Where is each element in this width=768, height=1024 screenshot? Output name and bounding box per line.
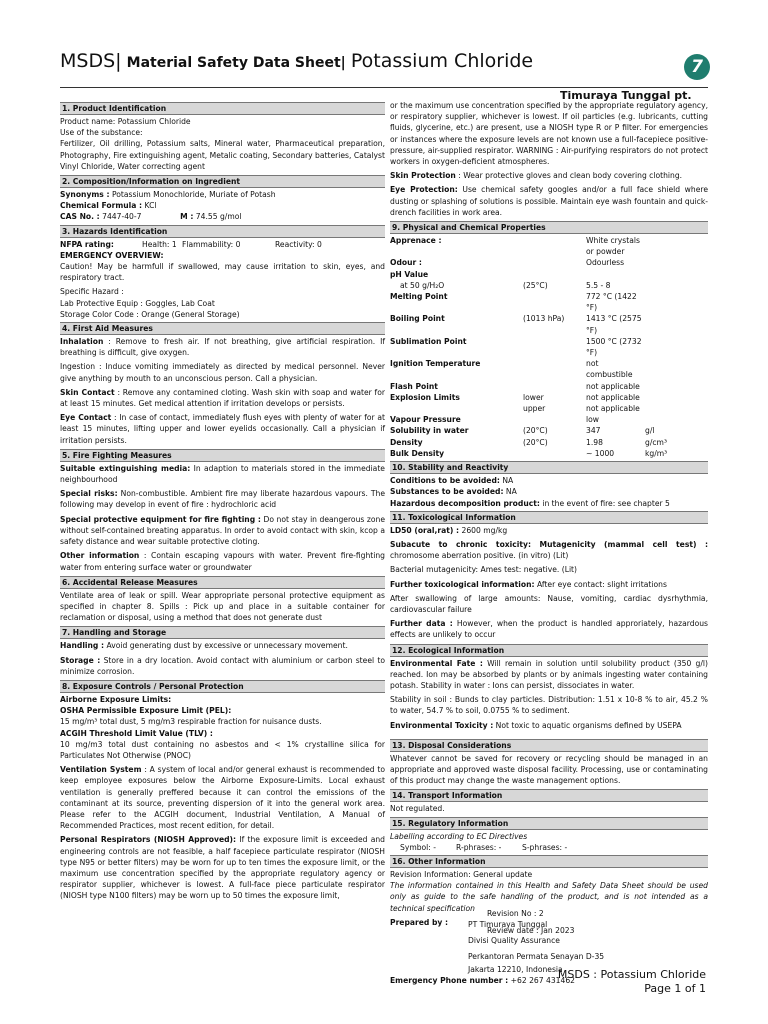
msds-label: MSDS bbox=[60, 50, 116, 72]
property-value: low bbox=[586, 415, 599, 425]
title-separator: | bbox=[115, 50, 122, 72]
disclaimer-text: The information contained in this Health and Safety Data Sheet should be used only as guide to the safe handling of the product, and is not intended as a technical specification bbox=[390, 881, 708, 913]
right-column bbox=[390, 100, 708, 986]
property-value: 1.98 bbox=[586, 437, 603, 447]
labelling-text: Labelling according to EC Directives bbox=[390, 831, 528, 841]
property-unit bbox=[645, 336, 705, 358]
skin-protection-value: : Wear protective gloves and clean body covering clothing. bbox=[458, 171, 683, 181]
company-name: Timuraya Tunggal pt. bbox=[560, 89, 692, 102]
property-value: ~ 1000 bbox=[586, 448, 615, 458]
eye-contact-label: Eye Contact bbox=[60, 413, 112, 423]
decomposition-line bbox=[390, 498, 708, 509]
section-heading: 2. Composition/Information on Ingredient bbox=[60, 175, 385, 188]
section-heading: 12. Ecological Information bbox=[390, 644, 708, 657]
property-value: Odourless bbox=[586, 258, 625, 268]
property-unit bbox=[645, 257, 705, 268]
further-tox-text bbox=[390, 579, 708, 590]
section-heading: 9. Physical and Chemical Properties bbox=[390, 221, 708, 234]
section-heading: 6. Accidental Release Measures bbox=[60, 576, 385, 589]
product-name-line: Product name: Potassium Chloride bbox=[60, 117, 191, 126]
decomposition-label: Hazardous decomposition product: bbox=[390, 498, 540, 508]
section-heading: 1. Product Identification bbox=[60, 102, 385, 115]
prepared-line: Perkantoran Permata Senayan D-35 bbox=[468, 951, 605, 961]
env-toxicity-label: Environmental Toxicity : bbox=[390, 720, 494, 730]
prepared-line: PT Timuraya Tunggal bbox=[468, 919, 548, 929]
property-value: not applicable bbox=[586, 381, 640, 391]
property-value: 1500 °C (2732 °F) bbox=[586, 336, 642, 358]
symbol-value: Symbol: - bbox=[400, 842, 436, 852]
property-condition bbox=[523, 448, 586, 459]
property-name: Bulk Density bbox=[390, 448, 445, 458]
section-heading: 14. Transport Information bbox=[390, 789, 708, 802]
property-name: Ignition Temperature bbox=[390, 359, 481, 369]
property-value: 1413 °C (2575 °F) bbox=[586, 314, 642, 335]
property-name bbox=[390, 403, 523, 414]
eye-protection-value: Use chemical safety googles and/or a full face shield where dusting or splashing of solutions is possible. Maintain eye wash fountain and quick-drench facilities in work area. bbox=[390, 185, 709, 217]
property-name: Flash Point bbox=[390, 381, 438, 391]
nfpa-health: Health: 1 bbox=[142, 239, 177, 249]
handling-text bbox=[60, 640, 385, 651]
section-heading: 5. Fire Fighting Measures bbox=[60, 449, 385, 462]
skin-protection-text bbox=[390, 170, 708, 181]
section-heading: 8. Exposure Controls / Personal Protection bbox=[60, 680, 385, 693]
handling-value: Avoid generating dust by excessive or unnecessary movement. bbox=[106, 641, 348, 651]
property-condition bbox=[523, 381, 586, 392]
cas-label: CAS No. : bbox=[60, 212, 100, 222]
property-row bbox=[390, 392, 708, 403]
synonyms-value: Potassium Monochloride, Muriate of Potash bbox=[111, 190, 276, 200]
property-condition bbox=[523, 414, 586, 425]
lab-equipment: Lab Protective Equip : Goggles, Lab Coat bbox=[60, 298, 215, 308]
property-name: Density bbox=[390, 437, 423, 447]
property-condition: (25°C) bbox=[523, 280, 548, 290]
property-row bbox=[390, 235, 708, 257]
skin-contact-value: : Remove any contamined cloting. Wash skin with soap and water for at least 15 minutes. Get medical attention if irritation develops or persists. bbox=[60, 387, 385, 409]
further-tox-value: After eye contact: slight irritations bbox=[536, 579, 667, 589]
property-unit bbox=[645, 291, 705, 313]
eye-contact-value: : In case of contact, immediately flush eyes with plenty of water for at least 15 minutes, lifting upper and lower eyelids occasionally. Call a physician if irritation persists. bbox=[60, 413, 386, 445]
respirators-label: Personal Respirators (NIOSH Approved): bbox=[60, 835, 237, 845]
revision-number: Revision No : 2 bbox=[487, 909, 544, 918]
property-unit bbox=[645, 381, 705, 392]
release-text: Ventilate area of leak or spill. Wear appropriate personal protective equipment as specified in chapter 8. Spills : Pick up and place in a suitable container for reclamation or disposal, using a method that does not generate dust bbox=[60, 590, 385, 623]
section-heading: 15. Regulatory Information bbox=[390, 817, 708, 830]
s-phrases-value: S-phrases: - bbox=[522, 842, 568, 852]
respirators-text bbox=[60, 834, 385, 901]
left-column bbox=[60, 100, 385, 905]
property-row bbox=[390, 336, 708, 358]
r-phrases-value: R-phrases: - bbox=[456, 842, 502, 852]
property-value: not applicable bbox=[586, 404, 640, 414]
section-heading: 16. Other Information bbox=[390, 855, 708, 868]
property-unit bbox=[645, 313, 705, 335]
property-unit bbox=[645, 269, 705, 280]
property-name: Vapour Pressure bbox=[390, 415, 461, 425]
property-condition bbox=[523, 358, 586, 380]
property-name: Apprenace : bbox=[390, 236, 442, 246]
storage-label: Storage : bbox=[60, 655, 101, 665]
respirators-value: If the exposure limit is exceeded and engineering controls are not feasible, a half facepiece particulate respirator (NIOSH type N95 or better filters) may be worn for up to ten times the exposure limit, or the maximum use concentration specified by the appropriate regulatory agency or respirator supplier, whichever is lowest. A full-face piece particulate respirator (NIOSH type N100 filters) may be worn up to 50 times the exposure limit, bbox=[60, 835, 385, 901]
protective-equipment-label: Special protective equipment for fire fighting : bbox=[60, 514, 261, 524]
property-condition: (20°C) bbox=[523, 426, 548, 436]
property-unit bbox=[645, 280, 705, 291]
property-value: 347 bbox=[586, 426, 601, 436]
section-heading: 3. Hazards Identification bbox=[60, 225, 385, 238]
substances-label: Substances to be avoided: bbox=[390, 487, 504, 497]
conditions-label: Conditions to be avoided: bbox=[390, 476, 500, 486]
cas-line bbox=[60, 211, 385, 222]
osha-text: 15 mg/m³ total dust, 5 mg/m3 respirable fraction for nuisance dusts. bbox=[60, 717, 322, 727]
molar-mass-label: M : bbox=[180, 212, 194, 222]
symbol-line bbox=[390, 842, 708, 853]
special-risks-value: Non-combustible. Ambient fire may liberate hazardous vapours. The following may develop in event of fire : hydrochloric acid bbox=[60, 489, 385, 510]
property-condition: upper bbox=[523, 404, 546, 414]
osha-label: OSHA Permissible Exposure Limit (PEL): bbox=[60, 706, 232, 716]
storage-value: Store in a dry location. Avoid contact with aluminium or carbon steel to minimize corrosion. bbox=[60, 655, 386, 676]
protective-equipment-text bbox=[60, 514, 385, 548]
disposal-text: Whatever cannot be saved for recovery or recycling should be managed in an appropriate and approved waste disposal facility. Processing, use or contaminating of this product may change the waste management options. bbox=[390, 753, 708, 786]
eye-contact-text bbox=[60, 412, 385, 446]
bacterial-text: Bacterial mutagenicity: Ames test: negative. (Lit) bbox=[390, 565, 577, 575]
property-row bbox=[390, 280, 708, 291]
product-name-title: Potassium Chloride bbox=[350, 50, 534, 72]
ventilation-text bbox=[60, 764, 385, 831]
acgih-text: 10 mg/m3 total dust containing no asbestos and < 1% crystalline silica for Particulates Not Otherwise (PNOC) bbox=[60, 739, 385, 760]
ld50-label: LD50 (oral,rat) : bbox=[390, 525, 460, 535]
swallowing-text: After swallowing of large amounts: Nause, vomiting, cardiac dysrhythmia, cardiovascular failure bbox=[390, 593, 708, 614]
property-condition bbox=[523, 235, 586, 257]
property-name: at 50 g/H₂O bbox=[400, 280, 445, 290]
company-logo: 7 bbox=[684, 54, 710, 80]
subacute-label: Subacute to chronic toxicity: Mutagenicity (mammal cell test) : bbox=[390, 539, 708, 549]
env-toxicity-value: Not toxic to aquatic organisms defined by USEPA bbox=[495, 720, 682, 730]
property-value: White crystals or powder bbox=[586, 236, 640, 257]
property-condition: (1013 hPa) bbox=[523, 314, 565, 324]
molar-mass-value: 74.55 g/mol bbox=[195, 212, 242, 222]
property-value: not applicable bbox=[586, 392, 640, 402]
substances-avoided bbox=[390, 486, 708, 497]
property-row bbox=[390, 437, 708, 448]
header-divider bbox=[60, 87, 708, 88]
property-row bbox=[390, 291, 708, 313]
subacute-text bbox=[390, 539, 708, 561]
property-row bbox=[390, 448, 708, 459]
env-fate-label: Environmental Fate : bbox=[390, 658, 483, 668]
formula-line bbox=[60, 200, 385, 211]
page-number: Page 1 of 1 bbox=[644, 982, 706, 995]
airborne-label: Airborne Exposure Limits: bbox=[60, 694, 172, 704]
property-row bbox=[390, 257, 708, 268]
ingestion-text: Ingestion : Induce vomiting immediately as directed by medical personnel. Never give anything by mouth to an unconscious person. Call a physician. bbox=[60, 362, 385, 383]
substances-value: NA bbox=[505, 487, 517, 497]
handling-label: Handling : bbox=[60, 641, 105, 651]
property-value: not combustible bbox=[586, 359, 633, 380]
prepared-line: Jakarta 12210, Indonesia bbox=[468, 964, 563, 974]
property-name: Melting Point bbox=[390, 292, 448, 302]
property-row bbox=[390, 414, 708, 425]
property-row bbox=[390, 403, 708, 414]
property-condition bbox=[523, 336, 586, 358]
nfpa-line bbox=[60, 239, 385, 250]
property-unit: g/l bbox=[645, 426, 655, 436]
property-name: Odour : bbox=[390, 258, 422, 268]
property-name: Boiling Point bbox=[390, 314, 445, 324]
eye-protection-label: Eye Protection: bbox=[390, 185, 458, 195]
conditions-value: NA bbox=[502, 476, 514, 486]
subacute-value: chromosome aberration positive. (in vitro) (Lit) bbox=[390, 551, 569, 561]
footer-title: MSDS : Potassium Chloride bbox=[557, 968, 706, 981]
protective-equipment-value: Do not stay in deangerous zone without self-contained breating apparatus. In order to avoid contact with skin, kcop a safety distance and wear suitable protective cloting. bbox=[60, 514, 385, 547]
property-row bbox=[390, 425, 708, 436]
property-row bbox=[390, 269, 708, 280]
prepared-line: Divisi Quality Assurance bbox=[468, 935, 560, 945]
property-value: 5.5 - 8 bbox=[586, 280, 611, 290]
conditions-avoided bbox=[390, 475, 708, 486]
property-row bbox=[390, 358, 708, 380]
property-unit: kg/m³ bbox=[645, 448, 668, 458]
other-info-value: : Contain escaping vapours with water. Prevent fire-fighting water from entering surface water or groundwater bbox=[60, 551, 385, 572]
title-separator: | bbox=[340, 55, 346, 71]
eye-protection-text bbox=[390, 184, 708, 218]
storage-text bbox=[60, 655, 385, 677]
media-value: In adaption to materials stored in the immediate neighbourhood bbox=[60, 463, 385, 485]
property-unit bbox=[645, 392, 705, 403]
skin-protection-label: Skin Protection bbox=[390, 171, 456, 181]
inhalation-value: : Remove to fresh air. If not breathing, give artificial respiration. If breathing is difficult, give oxygen. bbox=[60, 337, 385, 358]
skin-contact-text bbox=[60, 387, 385, 409]
formula-value: KCl bbox=[144, 201, 157, 211]
ld50-line bbox=[390, 525, 708, 536]
section-heading: 11. Toxicological Information bbox=[390, 511, 708, 524]
property-unit: g/cm³ bbox=[645, 437, 667, 447]
inhalation-text bbox=[60, 336, 385, 358]
use-text: Fertilizer, Oil drilling, Potassium salts, Mineral water, Pharmaceutical preparation, Photography, Fire extinguishing agent, Metalic coating, Secondary batteries, Catalyst Vinyl Chloride, Water correcting agent bbox=[60, 139, 385, 171]
property-condition: lower bbox=[523, 392, 544, 402]
env-toxicity-text bbox=[390, 720, 708, 731]
property-row bbox=[390, 381, 708, 392]
env-fate-text bbox=[390, 658, 708, 692]
use-label: Use of the substance: bbox=[60, 128, 143, 138]
property-name: Explosion Limits bbox=[390, 392, 460, 402]
section-heading: 7. Handling and Storage bbox=[60, 626, 385, 639]
skin-contact-label: Skin Contact bbox=[60, 387, 115, 397]
property-condition bbox=[523, 257, 586, 268]
further-data-text bbox=[390, 618, 708, 640]
ld50-value: 2600 mg/kg bbox=[461, 525, 508, 535]
properties-table bbox=[390, 235, 708, 459]
prepared-by-label: Prepared by : bbox=[390, 917, 449, 927]
specific-hazard: Specific Hazard : bbox=[60, 287, 124, 297]
property-unit bbox=[645, 235, 705, 257]
revision-info: Revision Information: General update bbox=[390, 869, 533, 879]
formula-label: Chemical Formula : bbox=[60, 201, 143, 211]
further-tox-label: Further toxicological information: bbox=[390, 579, 535, 589]
property-unit bbox=[645, 358, 705, 380]
caution-text: Caution! May be harmfull if swallowed, may cause irritation to skin, eyes, and respiratory tract. bbox=[60, 262, 385, 283]
page-footer bbox=[558, 968, 706, 996]
synonyms-line bbox=[60, 189, 385, 200]
section-heading: 4. First Aid Measures bbox=[60, 322, 385, 335]
env-fate-value: Will remain in solution until solubility product (350 g/l) reached. Ion may be absorbed by plants or by animals ingesting water containing potash. Stability in water : Ions can persist, dissociates in water. bbox=[390, 658, 708, 690]
property-name: pH Value bbox=[390, 269, 429, 279]
acgih-label: ACGIH Threshold Limit Value (TLV) : bbox=[60, 728, 213, 738]
synonyms-label: Synonyms : bbox=[60, 190, 110, 200]
special-risks-text bbox=[60, 488, 385, 510]
property-condition: (20°C) bbox=[523, 437, 548, 447]
emergency-phone-value: +62 267 431462 bbox=[510, 975, 575, 985]
document-title bbox=[60, 50, 533, 72]
section-heading: 13. Disposal Considerations bbox=[390, 739, 708, 752]
further-data-label: Further data : bbox=[390, 619, 453, 629]
property-unit bbox=[645, 403, 705, 414]
storage-color: Storage Color Code : Orange (General Storage) bbox=[60, 309, 240, 319]
other-info-text bbox=[60, 550, 385, 572]
soil-stability-text: Stability in soil : Bunds to clay particles. Distribution: 1.51 x 10-8 % to air, 45.2 % to water, 54.7 % to soil, 0.0755 % to sediment. bbox=[390, 695, 708, 716]
property-condition bbox=[523, 269, 586, 280]
other-info-label: Other information bbox=[60, 551, 140, 561]
special-risks-label: Special risks: bbox=[60, 489, 118, 499]
nfpa-reactivity: Reactivity: 0 bbox=[275, 239, 322, 249]
section-heading: 10. Stability and Reactivity bbox=[390, 461, 708, 474]
review-date: Review date : Jan 2023 bbox=[487, 926, 575, 935]
property-value: 772 °C (1422 °F) bbox=[586, 292, 637, 313]
property-unit bbox=[645, 414, 705, 425]
emergency-overview: EMERGENCY OVERVIEW: bbox=[60, 250, 164, 260]
nfpa-flammability: Flammability: 0 bbox=[182, 239, 241, 249]
property-name: Solubility in water bbox=[390, 426, 469, 436]
cas-value: 7447-40-7 bbox=[102, 212, 142, 222]
property-row bbox=[390, 313, 708, 335]
property-value bbox=[586, 269, 645, 280]
transport-text: Not regulated. bbox=[390, 804, 445, 814]
media-label: Suitable extinguishing media: bbox=[60, 463, 191, 473]
ventilation-label: Ventilation System bbox=[60, 765, 142, 775]
emergency-phone-label: Emergency Phone number : bbox=[390, 975, 509, 985]
respirators-continued: or the maximum use concentration specified by the appropriate regulatory agency, or respiratory supplier, whichever is lowest. If oil particles (e.g. lubricants, cutting fluids, glycerine, etc.) are present, use a NIOSH type R or P filter. For emergencies or instances where the exposure levels are not known use a full-facepiece positive-pressure, air-supplied respirator. WARNING : Air-purifying respirators do not protect workers in oxygen-deficient atmospheres. bbox=[390, 101, 709, 167]
nfpa-label: NFPA rating: bbox=[60, 239, 114, 249]
inhalation-label: Inhalation bbox=[60, 337, 104, 347]
document-subtitle: Material Safety Data Sheet bbox=[126, 55, 341, 71]
property-name: Sublimation Point bbox=[390, 336, 467, 346]
media-text bbox=[60, 463, 385, 485]
property-condition bbox=[523, 291, 586, 313]
ventilation-value: : A system of local and/or general exhaust is recommended to keep employee exposures below the Airborne Exposure-Limits. Local exhaust ventilation is generally preffered because it can control the emissions of the contaminant at its source, preventing dispersion of it into the general work area. Please refer to the ACGIH document, Industrial Ventilation, A Manual of Recommended Practices, most recent edition, for detail. bbox=[60, 765, 385, 831]
further-data-value: However, when the product is handled approriately, hazardous effects are unlikely to occur bbox=[390, 619, 708, 640]
decomposition-value: in the event of fire: see chapter 5 bbox=[542, 498, 670, 508]
